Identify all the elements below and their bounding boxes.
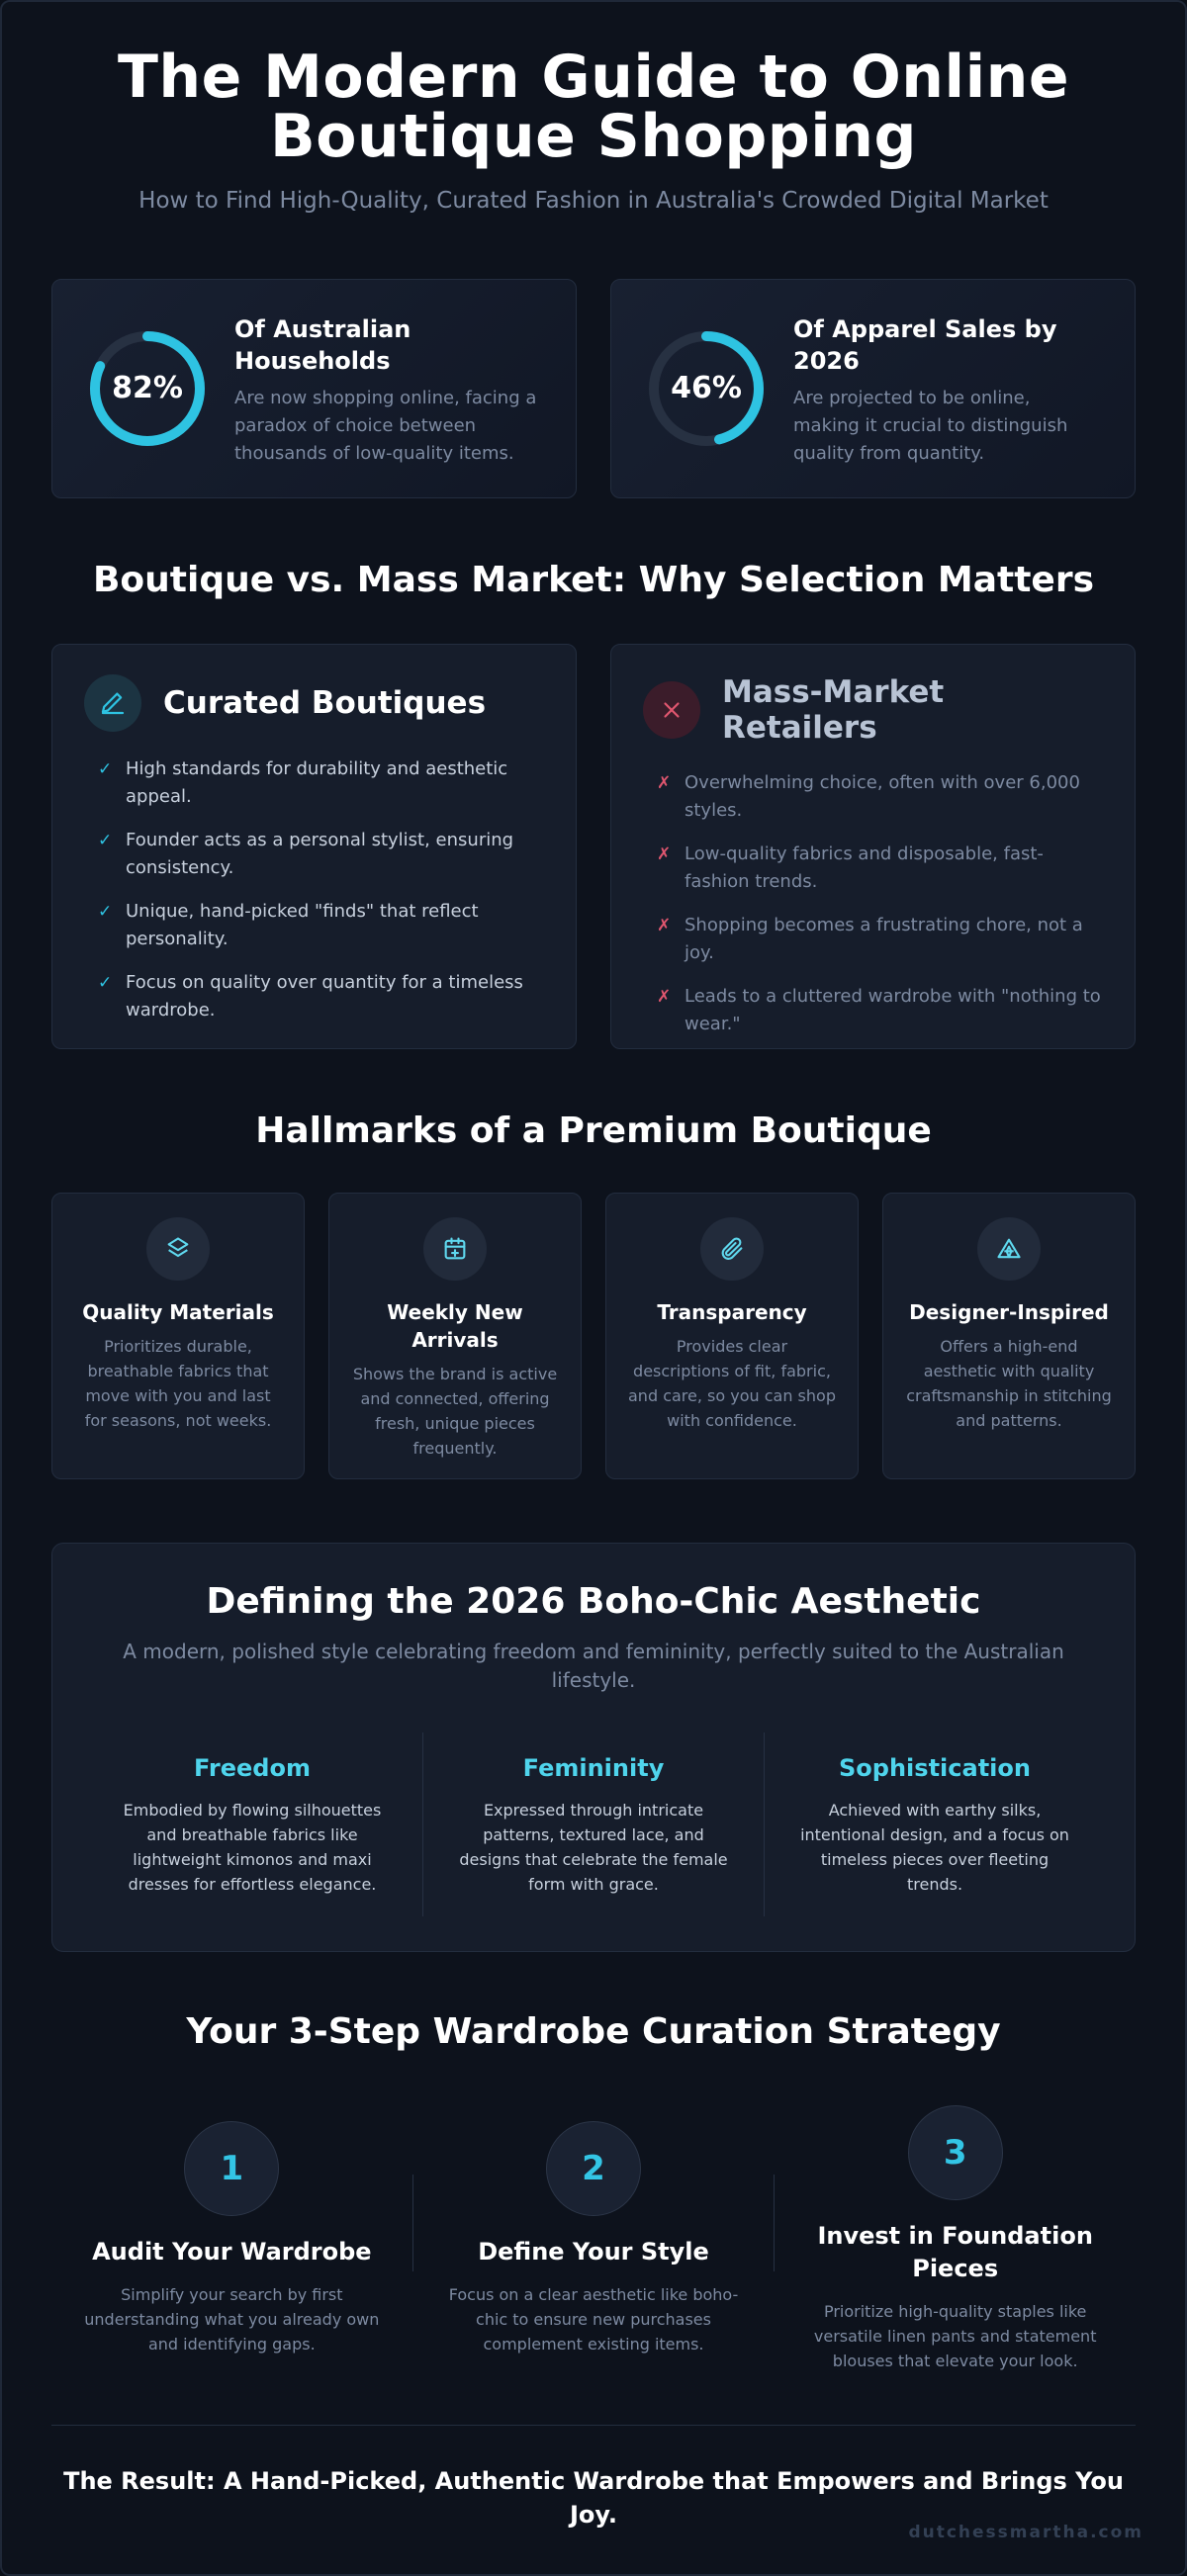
- list-item: ✗ Overwhelming choice, often with over 6,000 styles.: [657, 769, 1103, 825]
- layers-icon: [146, 1217, 210, 1281]
- comparison-row: [51, 644, 1136, 1049]
- close-icon: [643, 681, 700, 739]
- cross-icon: ✗: [657, 773, 672, 793]
- list-item: ✗ Low-quality fabrics and disposable, fast-fashion trends.: [657, 841, 1103, 896]
- strategy-title: Your 3-Step Wardrobe Curation Strategy: [186, 2011, 1001, 2052]
- page-title: [2, 43, 1185, 171]
- site-watermark: dutchessmartha.com: [908, 2523, 1143, 2542]
- hallmark-description: Shows the brand is active and connected, offering fresh, unique pieces frequently.: [352, 1365, 558, 1458]
- boho-subtitle: A modern, polished style celebrating freedom and femininity, perfectly suited to the Australian lifestyle.: [123, 1640, 1064, 1692]
- boho-column: [82, 1732, 422, 1916]
- stat-card-households: [51, 279, 577, 498]
- stat-value: 82%: [112, 371, 183, 405]
- hallmark-card: [882, 1193, 1136, 1479]
- boho-title: Defining the 2026 Boho-Chic Aesthetic: [206, 1581, 981, 1622]
- hallmark-description: Offers a high-end aesthetic with quality craftsmanship in stitching and patterns.: [906, 1337, 1112, 1430]
- boho-column-description: Embodied by flowing silhouettes and breathable fabrics like lightweight kimonos and maxi dresses for effortless elegance.: [123, 1801, 382, 1894]
- boho-column-title: Freedom: [194, 1754, 311, 1782]
- stat-title: Of Australian Households: [234, 315, 411, 375]
- check-icon: ✓: [98, 831, 113, 850]
- list-item: ✓ Founder acts as a personal stylist, ensuring consistency.: [98, 827, 544, 882]
- boutique-card: [51, 644, 577, 1049]
- hallmark-card: [328, 1193, 582, 1479]
- stats-row: [51, 279, 1136, 498]
- list-item: ✗ Leads to a cluttered wardrobe with "nothing to wear.": [657, 983, 1103, 1038]
- boho-column: [422, 1732, 764, 1916]
- paperclip-icon: [700, 1217, 764, 1281]
- step-number: 1: [184, 2121, 279, 2216]
- page-title-line-1: The Modern Guide to Online: [117, 43, 1070, 112]
- hallmark-description: Provides clear descriptions of fit, fabric, and care, so you can shop with confidence.: [628, 1337, 836, 1430]
- stat-description: Are now shopping online, facing a paradox of choice between thousands of low-quality items.: [234, 388, 537, 464]
- hallmark-description: Prioritizes durable, breathable fabrics that move with you and last for seasons, not weeks.: [84, 1337, 272, 1430]
- stat-description: Are projected to be online, making it crucial to distinguish quality from quantity.: [793, 388, 1068, 464]
- mass-market-list: [643, 769, 1103, 1038]
- hallmarks-title: Hallmarks of a Premium Boutique: [255, 1110, 932, 1151]
- cross-icon: ✗: [657, 844, 672, 864]
- boho-column-title: Femininity: [522, 1754, 665, 1782]
- boho-column-description: Expressed through intricate patterns, textured lace, and designs that celebrate the female form with grace.: [459, 1801, 728, 1894]
- hallmark-title: Weekly New Arrivals: [387, 1300, 523, 1352]
- hallmarks-row: [51, 1193, 1136, 1479]
- boutique-list: [84, 755, 544, 1024]
- gem-icon: [977, 1217, 1041, 1281]
- step-item: [775, 2105, 1136, 2373]
- stat-card-apparel: [610, 279, 1136, 498]
- step-title: Audit Your Wardrobe: [92, 2238, 372, 2265]
- stat-title: Of Apparel Sales by 2026: [793, 315, 1057, 375]
- step-number: 3: [908, 2105, 1003, 2200]
- mass-market-card: [610, 644, 1136, 1049]
- step-item: [413, 2105, 775, 2373]
- boutique-heading: Curated Boutiques: [163, 685, 487, 721]
- step-title: Invest in Foundation Pieces: [817, 2222, 1093, 2282]
- boho-column-title: Sophistication: [839, 1754, 1031, 1782]
- step-item: [51, 2105, 412, 2373]
- strategy-steps: [51, 2105, 1136, 2373]
- step-number: 2: [546, 2121, 641, 2216]
- check-icon: ✓: [98, 973, 113, 993]
- progress-ring: [88, 329, 207, 448]
- check-icon: ✓: [98, 759, 113, 779]
- hallmark-card: [51, 1193, 305, 1479]
- pencil-icon: [84, 674, 141, 732]
- step-description: Simplify your search by first understanding what you already own and identifying gaps.: [84, 2285, 380, 2354]
- header: [2, 2, 1185, 214]
- step-title: Define Your Style: [478, 2238, 709, 2265]
- list-item: ✗ Shopping becomes a frustrating chore, not a joy.: [657, 912, 1103, 967]
- cross-icon: ✗: [657, 916, 672, 935]
- boho-column-description: Achieved with earthy silks, intentional design, and a focus on timeless pieces over fleeting trends.: [800, 1801, 1069, 1894]
- list-item: ✓ Unique, hand-picked "finds" that reflect personality.: [98, 898, 544, 953]
- divider: [51, 2425, 1136, 2426]
- hallmark-card: [605, 1193, 859, 1479]
- check-icon: ✓: [98, 902, 113, 922]
- page-title-line-2: Boutique Shopping: [270, 102, 917, 171]
- step-description: Prioritize high-quality staples like versatile linen pants and statement blouses that elevate your look.: [813, 2302, 1097, 2370]
- boho-section: [51, 1543, 1136, 1952]
- cross-icon: ✗: [657, 987, 672, 1007]
- list-item: ✓ Focus on quality over quantity for a timeless wardrobe.: [98, 969, 544, 1024]
- boho-column: [764, 1732, 1105, 1916]
- hallmark-title: Transparency: [657, 1300, 807, 1324]
- result-statement: The Result: A Hand-Picked, Authentic Wardrobe that Empowers and Brings You Joy.: [63, 2467, 1124, 2529]
- boho-columns: [82, 1732, 1105, 1916]
- step-description: Focus on a clear aesthetic like boho-chic to ensure new purchases complement existing items.: [448, 2285, 739, 2354]
- page-subtitle: How to Find High-Quality, Curated Fashion in Australia's Crowded Digital Market: [138, 188, 1049, 214]
- list-item: ✓ High standards for durability and aesthetic appeal.: [98, 755, 544, 811]
- calendar-plus-icon: [423, 1217, 487, 1281]
- comparison-title: Boutique vs. Mass Market: Why Selection Matters: [92, 560, 1095, 600]
- stat-value: 46%: [671, 371, 742, 405]
- hallmark-title: Designer-Inspired: [909, 1300, 1109, 1324]
- mass-market-heading: Mass-Market Retailers: [722, 674, 945, 746]
- progress-ring: [647, 329, 766, 448]
- hallmark-title: Quality Materials: [82, 1300, 274, 1324]
